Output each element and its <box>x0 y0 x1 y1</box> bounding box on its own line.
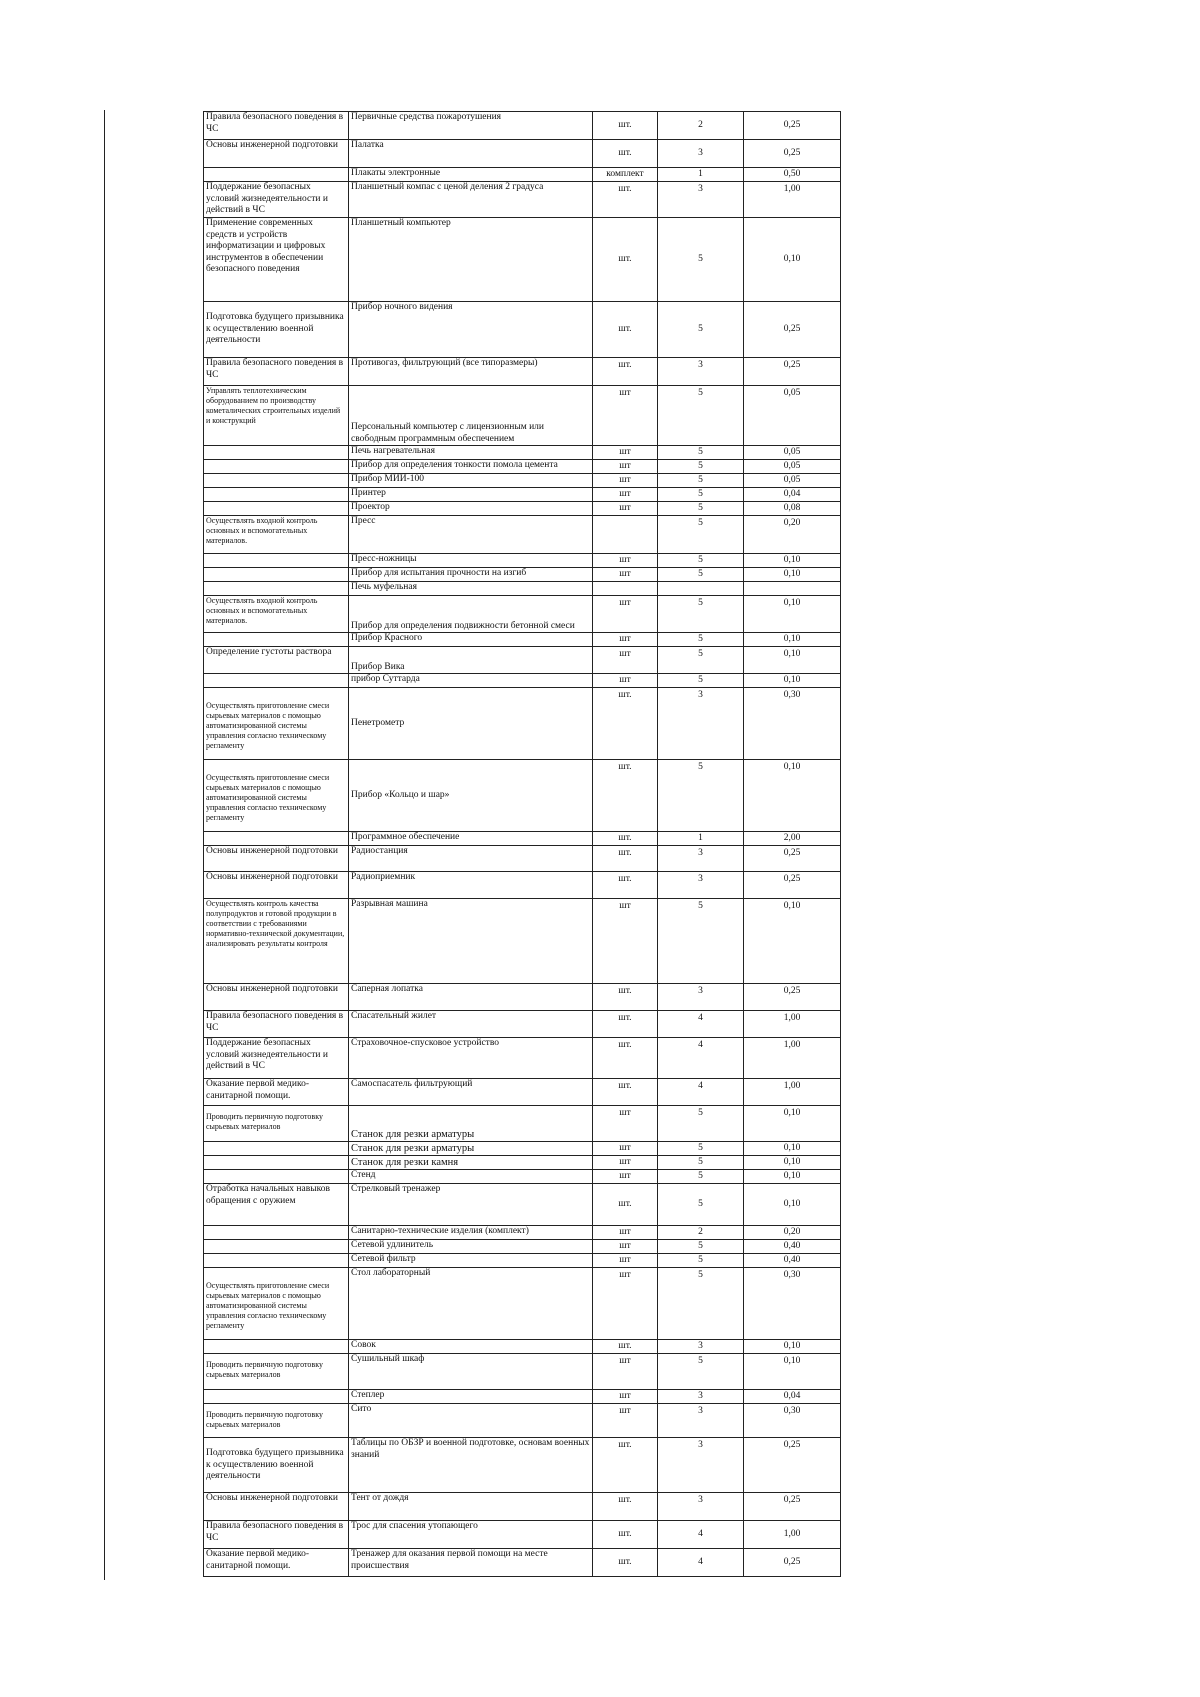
quantity-cell: 2 <box>658 1226 744 1240</box>
quantity-cell: 3 <box>658 1438 744 1493</box>
topic-cell: Проводить первичную подготовку сырьевых материалов <box>204 1404 349 1438</box>
quantity-cell: 3 <box>658 358 744 386</box>
quantity-cell: 4 <box>658 1038 744 1079</box>
coefficient-cell: 0,05 <box>744 474 841 488</box>
quantity-cell: 5 <box>658 386 744 446</box>
table-row <box>204 1079 841 1106</box>
quantity-cell: 5 <box>658 516 744 554</box>
table-row <box>204 760 841 832</box>
coefficient-cell: 0,10 <box>744 674 841 688</box>
coefficient-cell: 0,20 <box>744 516 841 554</box>
quantity-cell: 3 <box>658 984 744 1011</box>
coefficient-cell: 0,25 <box>744 1438 841 1493</box>
table-row <box>204 1493 841 1521</box>
quantity-cell: 3 <box>658 872 744 899</box>
unit-cell: шт <box>593 1156 658 1170</box>
table-row <box>204 596 841 633</box>
table-row <box>204 568 841 582</box>
equipment-name-cell: Противогаз, фильтрующий (все типоразмеры) <box>349 358 593 386</box>
quantity-cell: 5 <box>658 218 744 302</box>
table-row <box>204 832 841 846</box>
unit-cell: шт <box>593 1254 658 1268</box>
equipment-name-cell: Стенд <box>349 1170 593 1184</box>
quantity-cell: 5 <box>658 488 744 502</box>
table-row <box>204 1268 841 1340</box>
coefficient-cell: 0,10 <box>744 1354 841 1390</box>
quantity-cell: 5 <box>658 1254 744 1268</box>
table-row <box>204 1240 841 1254</box>
topic-cell: Основы инженерной подготовки <box>204 140 349 168</box>
coefficient-cell: 1,00 <box>744 182 841 218</box>
coefficient-cell: 1,00 <box>744 1521 841 1549</box>
unit-cell: шт. <box>593 1184 658 1226</box>
unit-cell: шт <box>593 647 658 674</box>
unit-cell: шт <box>593 502 658 516</box>
unit-cell: шт. <box>593 302 658 358</box>
topic-cell: Поддержание безопасных условий жизнедеятельности и действий в ЧС <box>204 182 349 218</box>
coefficient-cell: 0,10 <box>744 1156 841 1170</box>
equipment-name-cell: Станок для резки арматуры <box>349 1142 593 1156</box>
coefficient-cell: 0,30 <box>744 1404 841 1438</box>
unit-cell: шт <box>593 899 658 984</box>
topic-cell <box>204 1390 349 1404</box>
unit-cell: шт <box>593 460 658 474</box>
unit-cell: шт. <box>593 984 658 1011</box>
coefficient-cell: 0,10 <box>744 218 841 302</box>
unit-cell: шт. <box>593 112 658 140</box>
table-row <box>204 218 841 302</box>
table-row <box>204 1404 841 1438</box>
table-row <box>204 168 841 182</box>
topic-cell: Подготовка будущего призывника к осуществлению военной деятельности <box>204 1438 349 1493</box>
unit-cell: шт <box>593 596 658 633</box>
coefficient-cell: 0,25 <box>744 1549 841 1577</box>
table-row <box>204 140 841 168</box>
table-row <box>204 474 841 488</box>
coefficient-cell: 0,50 <box>744 168 841 182</box>
coefficient-cell: 0,10 <box>744 1106 841 1142</box>
topic-cell <box>204 832 349 846</box>
quantity-cell: 5 <box>658 596 744 633</box>
equipment-name-cell: Стол лабораторный <box>349 1268 593 1340</box>
equipment-name-cell: Печь нагревательная <box>349 446 593 460</box>
topic-cell <box>204 1240 349 1254</box>
topic-cell: Поддержание безопасных условий жизнедеятельности и действий в ЧС <box>204 1038 349 1079</box>
topic-cell <box>204 1170 349 1184</box>
quantity-cell <box>658 582 744 596</box>
topic-cell <box>204 568 349 582</box>
equipment-name-cell: Плакаты электронные <box>349 168 593 182</box>
quantity-cell: 3 <box>658 182 744 218</box>
topic-cell: Осуществлять входной контроль основных и вспомогательных материалов. <box>204 516 349 554</box>
table-row <box>204 358 841 386</box>
equipment-name-cell: Радиостанция <box>349 846 593 872</box>
equipment-name-cell: Страховочное-спусковое устройство <box>349 1038 593 1079</box>
quantity-cell: 5 <box>658 1184 744 1226</box>
topic-cell: Основы инженерной подготовки <box>204 846 349 872</box>
unit-cell <box>593 516 658 554</box>
coefficient-cell: 0,08 <box>744 502 841 516</box>
equipment-name-cell: Санитарно-технические изделия (комплект) <box>349 1226 593 1240</box>
table-row <box>204 1184 841 1226</box>
table-row <box>204 899 841 984</box>
equipment-name-cell: Прибор для определения тонкости помола цемента <box>349 460 593 474</box>
quantity-cell: 5 <box>658 1106 744 1142</box>
quantity-cell: 4 <box>658 1521 744 1549</box>
topic-cell: Правила безопасного поведения в ЧС <box>204 1521 349 1549</box>
unit-cell: шт. <box>593 1011 658 1038</box>
equipment-name-cell: Станок для резки арматуры <box>349 1106 593 1142</box>
equipment-name-cell: Тренажер для оказания первой помощи на месте происшествия <box>349 1549 593 1577</box>
unit-cell: шт <box>593 674 658 688</box>
coefficient-cell: 0,10 <box>744 647 841 674</box>
table-row <box>204 182 841 218</box>
unit-cell: шт. <box>593 1493 658 1521</box>
table-row <box>204 1156 841 1170</box>
equipment-name-cell: Таблицы по ОБЗР и военной подготовке, основам военных знаний <box>349 1438 593 1493</box>
equipment-name-cell: прибор Суттарда <box>349 674 593 688</box>
table-row <box>204 1521 841 1549</box>
coefficient-cell: 2,00 <box>744 832 841 846</box>
topic-cell <box>204 1156 349 1170</box>
coefficient-cell: 0,25 <box>744 1493 841 1521</box>
quantity-cell: 1 <box>658 832 744 846</box>
unit-cell: шт. <box>593 1340 658 1354</box>
table-row <box>204 1549 841 1577</box>
table-row <box>204 1170 841 1184</box>
topic-cell: Правила безопасного поведения в ЧС <box>204 1011 349 1038</box>
unit-cell: шт <box>593 568 658 582</box>
equipment-name-cell: Прибор Вика <box>349 647 593 674</box>
quantity-cell: 3 <box>658 1493 744 1521</box>
quantity-cell: 5 <box>658 760 744 832</box>
equipment-name-cell: Проектор <box>349 502 593 516</box>
table-row <box>204 846 841 872</box>
equipment-name-cell: Прибор ночного видения <box>349 302 593 358</box>
coefficient-cell: 0,25 <box>744 984 841 1011</box>
coefficient-cell: 0,25 <box>744 140 841 168</box>
quantity-cell: 3 <box>658 140 744 168</box>
unit-cell: шт <box>593 474 658 488</box>
table-row <box>204 502 841 516</box>
coefficient-cell: 0,05 <box>744 386 841 446</box>
topic-cell: Проводить первичную подготовку сырьевых материалов <box>204 1106 349 1142</box>
table-row <box>204 688 841 760</box>
equipment-table <box>203 111 841 1577</box>
topic-cell <box>204 488 349 502</box>
coefficient-cell: 0,10 <box>744 568 841 582</box>
topic-cell: Осуществлять приготовление смеси сырьевых материалов с помощью автоматизированной системы управления согласно техническому регламенту <box>204 1268 349 1340</box>
coefficient-cell: 0,25 <box>744 846 841 872</box>
table-row <box>204 582 841 596</box>
equipment-name-cell: Прибор Красного <box>349 633 593 647</box>
topic-cell <box>204 1254 349 1268</box>
coefficient-cell: 1,00 <box>744 1079 841 1106</box>
topic-cell: Правила безопасного поведения в ЧС <box>204 112 349 140</box>
equipment-name-cell: Спасательный жилет <box>349 1011 593 1038</box>
quantity-cell: 5 <box>658 1170 744 1184</box>
coefficient-cell: 1,00 <box>744 1011 841 1038</box>
topic-cell: Управлять теплотехническим оборудованием по производству кометалических строительных изделий и конструкций <box>204 386 349 446</box>
topic-cell: Оказание первой медико-санитарной помощи. <box>204 1549 349 1577</box>
table-row <box>204 633 841 647</box>
topic-cell <box>204 1340 349 1354</box>
unit-cell: шт. <box>593 872 658 899</box>
unit-cell: шт <box>593 1354 658 1390</box>
unit-cell: шт. <box>593 760 658 832</box>
unit-cell: шт <box>593 1390 658 1404</box>
quantity-cell: 5 <box>658 460 744 474</box>
coefficient-cell: 0,25 <box>744 302 841 358</box>
table-row <box>204 516 841 554</box>
quantity-cell: 5 <box>658 302 744 358</box>
topic-cell: Основы инженерной подготовки <box>204 984 349 1011</box>
quantity-cell: 4 <box>658 1011 744 1038</box>
quantity-cell: 5 <box>658 1156 744 1170</box>
unit-cell: шт <box>593 1226 658 1240</box>
table-row <box>204 1340 841 1354</box>
coefficient-cell: 0,20 <box>744 1226 841 1240</box>
table-row <box>204 1438 841 1493</box>
equipment-name-cell: Первичные средства пожаротушения <box>349 112 593 140</box>
equipment-name-cell: Радиоприемник <box>349 872 593 899</box>
quantity-cell: 5 <box>658 474 744 488</box>
equipment-name-cell: Программное обеспечение <box>349 832 593 846</box>
coefficient-cell: 1,00 <box>744 1038 841 1079</box>
quantity-cell: 3 <box>658 1404 744 1438</box>
coefficient-cell: 0,10 <box>744 1142 841 1156</box>
quantity-cell: 5 <box>658 1142 744 1156</box>
equipment-name-cell: Пресс <box>349 516 593 554</box>
equipment-name-cell: Прибор для определения подвижности бетонной смеси <box>349 596 593 633</box>
equipment-name-cell: Степлер <box>349 1390 593 1404</box>
equipment-table-body <box>204 112 841 1577</box>
coefficient-cell: 0,30 <box>744 1268 841 1340</box>
topic-cell <box>204 460 349 474</box>
unit-cell: шт. <box>593 1521 658 1549</box>
table-row <box>204 647 841 674</box>
unit-cell: шт. <box>593 1079 658 1106</box>
topic-cell <box>204 1226 349 1240</box>
unit-cell: шт <box>593 446 658 460</box>
topic-cell: Проводить первичную подготовку сырьевых материалов <box>204 1354 349 1390</box>
topic-cell: Осуществлять входной контроль основных и вспомогательных материалов. <box>204 596 349 633</box>
coefficient-cell: 0,10 <box>744 1340 841 1354</box>
table-row <box>204 302 841 358</box>
table-row <box>204 460 841 474</box>
topic-cell: Определение густоты раствора <box>204 647 349 674</box>
unit-cell: шт. <box>593 846 658 872</box>
equipment-name-cell: Сушильный шкаф <box>349 1354 593 1390</box>
coefficient-cell: 0,30 <box>744 688 841 760</box>
unit-cell: шт. <box>593 358 658 386</box>
unit-cell: шт. <box>593 218 658 302</box>
equipment-name-cell: Разрывная машина <box>349 899 593 984</box>
table-row <box>204 488 841 502</box>
equipment-name-cell: Персональный компьютер с лицензионным или свободным программным обеспечением <box>349 386 593 446</box>
coefficient-cell: 0,25 <box>744 112 841 140</box>
unit-cell: шт. <box>593 688 658 760</box>
page-margin-line <box>104 110 105 1580</box>
unit-cell <box>593 582 658 596</box>
unit-cell: шт <box>593 386 658 446</box>
unit-cell: шт <box>593 554 658 568</box>
topic-cell <box>204 554 349 568</box>
topic-cell <box>204 446 349 460</box>
topic-cell: Оказание первой медико-санитарной помощи. <box>204 1079 349 1106</box>
quantity-cell: 3 <box>658 1340 744 1354</box>
equipment-name-cell: Пенетрометр <box>349 688 593 760</box>
unit-cell: шт <box>593 1268 658 1340</box>
table-row <box>204 446 841 460</box>
unit-cell: шт. <box>593 182 658 218</box>
unit-cell: шт <box>593 1170 658 1184</box>
table-row <box>204 386 841 446</box>
quantity-cell: 5 <box>658 899 744 984</box>
topic-cell <box>204 474 349 488</box>
topic-cell: Осуществлять приготовление смеси сырьевых материалов с помощью автоматизированной системы управления согласно техническому регламенту <box>204 760 349 832</box>
table-row <box>204 1226 841 1240</box>
quantity-cell: 5 <box>658 502 744 516</box>
equipment-name-cell: Прибор для испытания прочности на изгиб <box>349 568 593 582</box>
quantity-cell: 5 <box>658 446 744 460</box>
table-row <box>204 112 841 140</box>
equipment-name-cell: Сетевой фильтр <box>349 1254 593 1268</box>
quantity-cell: 5 <box>658 1354 744 1390</box>
equipment-name-cell: Сетевой удлинитель <box>349 1240 593 1254</box>
equipment-name-cell: Станок для резки камня <box>349 1156 593 1170</box>
topic-cell <box>204 168 349 182</box>
quantity-cell: 4 <box>658 1549 744 1577</box>
quantity-cell: 4 <box>658 1079 744 1106</box>
table-row <box>204 1038 841 1079</box>
quantity-cell: 5 <box>658 1240 744 1254</box>
unit-cell: шт <box>593 1142 658 1156</box>
topic-cell <box>204 582 349 596</box>
topic-cell: Подготовка будущего призывника к осуществлению военной деятельности <box>204 302 349 358</box>
coefficient-cell: 0,10 <box>744 554 841 568</box>
coefficient-cell <box>744 582 841 596</box>
topic-cell: Основы инженерной подготовки <box>204 872 349 899</box>
unit-cell: шт <box>593 1240 658 1254</box>
equipment-name-cell: Стрелковый тренажер <box>349 1184 593 1226</box>
table-row <box>204 1106 841 1142</box>
table-row <box>204 1142 841 1156</box>
quantity-cell: 2 <box>658 112 744 140</box>
topic-cell: Основы инженерной подготовки <box>204 1493 349 1521</box>
topic-cell <box>204 1142 349 1156</box>
coefficient-cell: 0,10 <box>744 760 841 832</box>
quantity-cell: 5 <box>658 647 744 674</box>
quantity-cell: 5 <box>658 1268 744 1340</box>
unit-cell: шт. <box>593 1549 658 1577</box>
coefficient-cell: 0,05 <box>744 460 841 474</box>
table-row <box>204 554 841 568</box>
table-row <box>204 1254 841 1268</box>
unit-cell: шт. <box>593 1438 658 1493</box>
unit-cell: шт <box>593 1404 658 1438</box>
table-row <box>204 1011 841 1038</box>
coefficient-cell: 0,05 <box>744 446 841 460</box>
equipment-name-cell: Пресс-ножницы <box>349 554 593 568</box>
topic-cell <box>204 502 349 516</box>
quantity-cell: 5 <box>658 568 744 582</box>
equipment-name-cell: Прибор «Кольцо и шар» <box>349 760 593 832</box>
equipment-name-cell: Трос для спасения утопающего <box>349 1521 593 1549</box>
coefficient-cell: 0,04 <box>744 488 841 502</box>
equipment-name-cell: Планшетный компас с ценой деления 2 градуса <box>349 182 593 218</box>
coefficient-cell: 0,40 <box>744 1240 841 1254</box>
topic-cell: Осуществлять контроль качества полупродуктов и готовой продукции в соответствии с требованиями нормативно-технической документации, анализировать результаты контроля <box>204 899 349 984</box>
equipment-name-cell: Прибор МИИ-100 <box>349 474 593 488</box>
equipment-name-cell: Принтер <box>349 488 593 502</box>
unit-cell: шт <box>593 488 658 502</box>
coefficient-cell: 0,10 <box>744 1170 841 1184</box>
unit-cell: шт <box>593 633 658 647</box>
unit-cell: шт. <box>593 140 658 168</box>
equipment-name-cell: Палатка <box>349 140 593 168</box>
topic-cell: Применение современных средств и устройств информатизации и цифровых инструментов в обеспечении безопасного поведения <box>204 218 349 302</box>
unit-cell: шт. <box>593 832 658 846</box>
quantity-cell: 1 <box>658 168 744 182</box>
unit-cell: шт. <box>593 1038 658 1079</box>
equipment-name-cell: Совок <box>349 1340 593 1354</box>
equipment-name-cell: Сито <box>349 1404 593 1438</box>
table-row <box>204 872 841 899</box>
unit-cell: шт <box>593 1106 658 1142</box>
coefficient-cell: 0,25 <box>744 358 841 386</box>
table-row <box>204 674 841 688</box>
coefficient-cell: 0,10 <box>744 1184 841 1226</box>
topic-cell <box>204 674 349 688</box>
quantity-cell: 5 <box>658 554 744 568</box>
topic-cell: Осуществлять приготовление смеси сырьевых материалов с помощью автоматизированной системы управления согласно техническому регламенту <box>204 688 349 760</box>
quantity-cell: 3 <box>658 846 744 872</box>
quantity-cell: 3 <box>658 1390 744 1404</box>
table-row <box>204 1354 841 1390</box>
topic-cell <box>204 633 349 647</box>
topic-cell: Правила безопасного поведения в ЧС <box>204 358 349 386</box>
equipment-name-cell: Саперная лопатка <box>349 984 593 1011</box>
topic-cell: Отработка начальных навыков обращения с оружием <box>204 1184 349 1226</box>
equipment-name-cell: Тент от дождя <box>349 1493 593 1521</box>
unit-cell: комплект <box>593 168 658 182</box>
coefficient-cell: 0,10 <box>744 596 841 633</box>
equipment-name-cell: Самоспасатель фильтрующий <box>349 1079 593 1106</box>
coefficient-cell: 0,40 <box>744 1254 841 1268</box>
coefficient-cell: 0,04 <box>744 1390 841 1404</box>
coefficient-cell: 0,25 <box>744 872 841 899</box>
table-row <box>204 1390 841 1404</box>
quantity-cell: 3 <box>658 688 744 760</box>
quantity-cell: 5 <box>658 674 744 688</box>
equipment-name-cell: Печь муфельная <box>349 582 593 596</box>
coefficient-cell: 0,10 <box>744 899 841 984</box>
table-row <box>204 984 841 1011</box>
coefficient-cell: 0,10 <box>744 633 841 647</box>
quantity-cell: 5 <box>658 633 744 647</box>
equipment-name-cell: Планшетный компьютер <box>349 218 593 302</box>
